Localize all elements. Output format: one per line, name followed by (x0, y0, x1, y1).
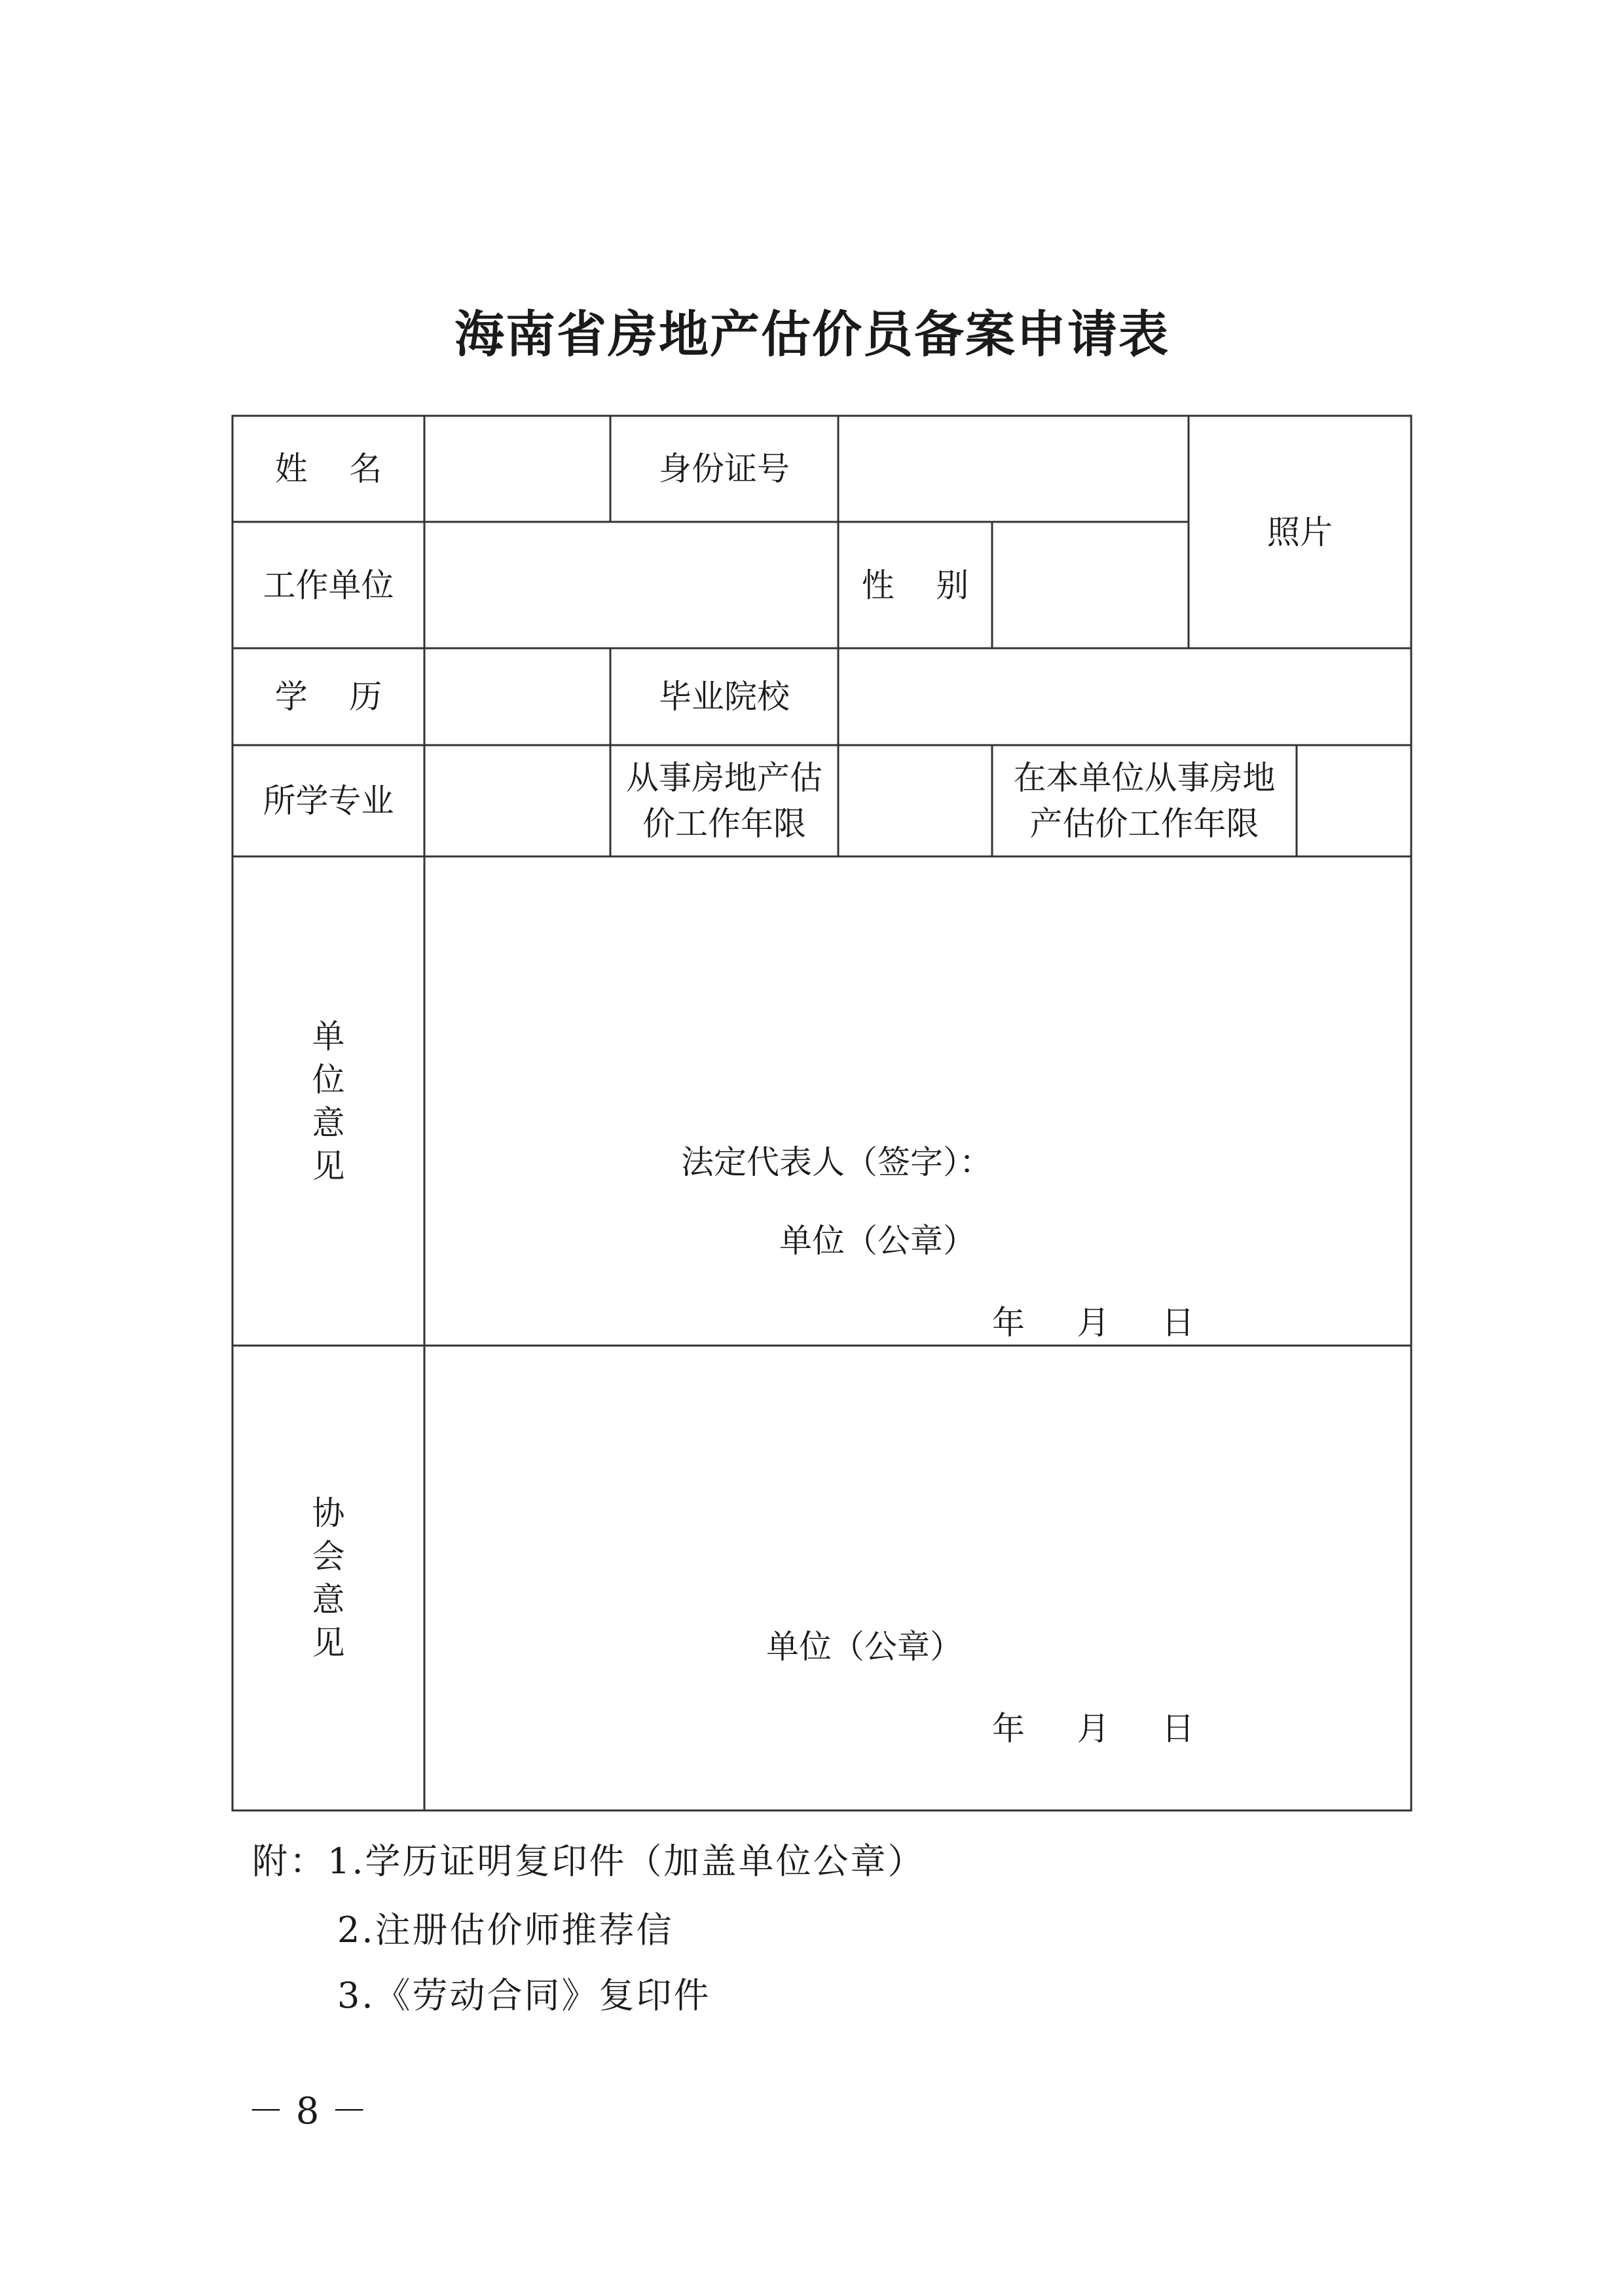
form-title: 海南省房地产估价员备案申请表 (454, 305, 1170, 363)
attachment-item: 2.注册估价师推荐信 (337, 1909, 674, 1951)
attachment-item: 3.《劳动合同》复印件 (337, 1975, 711, 2016)
unit-seal-label: 单位（公章） (779, 1222, 976, 1260)
id-number-label: 身份证号 (659, 450, 790, 488)
association-opinion-label: 协 会 意 见 (312, 1494, 345, 1662)
association-date-label: 年 月 日 (992, 1710, 1194, 1748)
education-label: 学 历 (274, 678, 382, 716)
association-seal-label: 单位（公章） (766, 1628, 963, 1666)
page-number: － 8 － (248, 2090, 368, 2133)
attachment-item: 1.学历证明复印件（加盖单位公章） (327, 1841, 925, 1882)
major-label: 所学专业 (263, 782, 394, 820)
school-label: 毕业院校 (659, 678, 790, 716)
work-years-label: 从事房地产估 价工作年限 (626, 759, 822, 843)
name-label: 姓 名 (274, 450, 382, 488)
unit-work-years-label: 在本单位从事房地 产估价工作年限 (1013, 759, 1276, 843)
photo-label: 照片 (1267, 513, 1333, 551)
gender-label: 性 别 (861, 566, 969, 604)
work-unit-label: 工作单位 (263, 566, 394, 604)
unit-opinion-label: 单 位 意 见 (312, 1017, 345, 1185)
attachments-prefix: 附： (252, 1841, 327, 1882)
legal-representative-signature-label: 法定代表人（签字）： (681, 1143, 992, 1181)
unit-date-label: 年 月 日 (992, 1304, 1194, 1342)
